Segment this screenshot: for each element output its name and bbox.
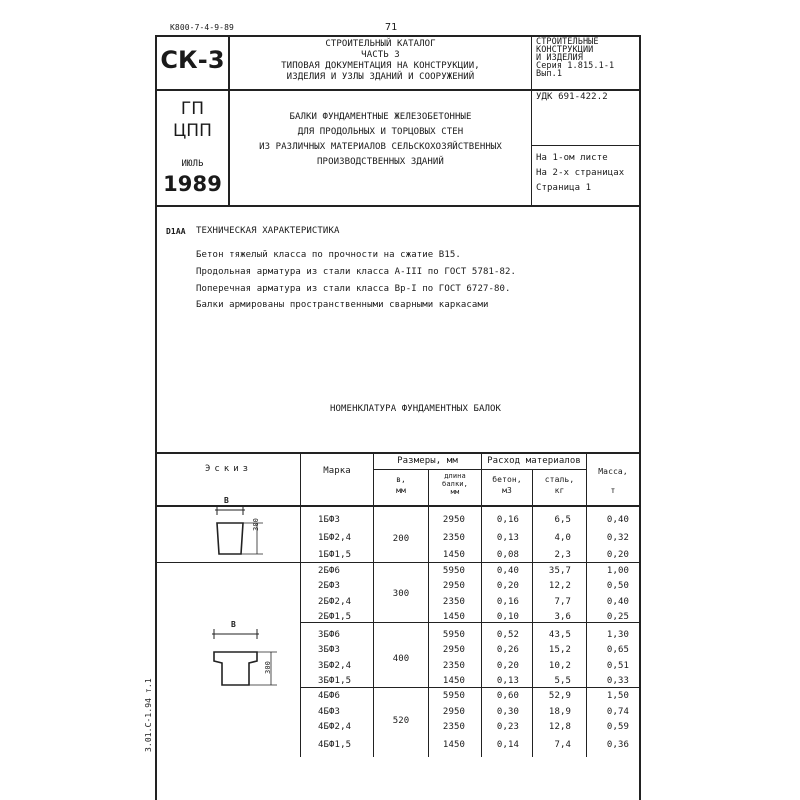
catalog-line-2: ЧАСТЬ 3 (361, 50, 400, 60)
table-cell-steel: 35,7 (548, 566, 571, 576)
table-cell-mark: 3БФ2,4 (318, 661, 352, 671)
consumption-header: Расход материалов (487, 456, 581, 466)
steel-unit-header: кг (554, 486, 565, 495)
header-bottom-line (155, 205, 640, 207)
table-top-line (155, 452, 640, 454)
table-cell-steel: 43,5 (548, 630, 571, 640)
table-cell-mark: 1БФ2,4 (318, 533, 352, 543)
tech-code: D1AA (166, 227, 186, 236)
table-cell-steel: 6,5 (554, 515, 571, 525)
table-cell-length: 2350 (442, 533, 465, 543)
table-cell-length: 2950 (442, 581, 465, 591)
gp-label: ГП (180, 99, 205, 119)
length-header-3: мм (450, 488, 460, 496)
col-sketch-line (300, 452, 301, 757)
consumption-sub-line (481, 469, 586, 470)
table-cell-mass: 0,20 (606, 550, 629, 560)
frame-right-line (639, 35, 641, 800)
table-cell-length: 1450 (442, 612, 465, 622)
beam-sketch-2 (205, 615, 290, 695)
table-cell-mass: 0,25 (606, 612, 629, 622)
table-cell-mark: 2БФ6 (318, 566, 341, 576)
table-cell-length: 1450 (442, 550, 465, 560)
table-cell-mass: 1,50 (606, 691, 629, 701)
table-cell-concrete: 0,16 (496, 515, 519, 525)
table-cell-steel: 15,2 (548, 645, 571, 655)
table-cell-mass: 0,40 (606, 597, 629, 607)
table-cell-steel: 7,7 (554, 597, 571, 607)
table-cell-steel: 3,6 (554, 612, 571, 622)
title-line-4: ПРОИЗВОДСТВЕННЫХ ЗДАНИЙ (317, 157, 444, 167)
section-line-2: КОНСТРУКЦИИ (536, 45, 594, 55)
beam-sketch-1 (205, 493, 280, 563)
table-cell-length: 5950 (442, 566, 465, 576)
steel-header: сталь, (544, 475, 575, 484)
table-cell-mark: 3БФ1,5 (318, 676, 352, 686)
table-cell-length: 2350 (442, 597, 465, 607)
table-cell-mark: 4БФ6 (318, 691, 341, 701)
table-cell-length: 2950 (442, 515, 465, 525)
title-line-3: ИЗ РАЗЛИЧНЫХ МАТЕРИАЛОВ СЕЛЬСКОХОЗЯЙСТВЕННЫХ (259, 142, 502, 152)
table-cell-steel: 18,9 (548, 707, 571, 717)
sizes-sub-line (373, 469, 481, 470)
concrete-unit-header: м3 (502, 486, 512, 495)
table-cell-concrete: 0,14 (496, 740, 519, 750)
table-cell-concrete: 0,16 (496, 597, 519, 607)
table-cell-mass: 0,50 (606, 581, 629, 591)
table-cell-mass: 0,32 (606, 533, 629, 543)
frame-left-line (155, 35, 157, 800)
table-cell-concrete: 0,20 (496, 581, 519, 591)
tech-line-4: Балки армированы пространственными сварными каркасами (196, 300, 489, 310)
section-line-4: Серия 1.815.1-1 (536, 61, 615, 71)
table-cell-mark: 2БФ1,5 (318, 612, 352, 622)
table-cell-steel: 2,3 (554, 550, 571, 560)
table-cell-length: 5950 (442, 691, 465, 701)
table-cell-steel: 10,2 (548, 661, 571, 671)
table-cell-length: 5950 (442, 630, 465, 640)
table-cell-mass: 1,30 (606, 630, 629, 640)
concrete-header: бетон, (492, 475, 522, 484)
group-b-value: 200 (392, 534, 410, 544)
table-cell-mass: 1,00 (606, 566, 629, 576)
sketch-2-height-label: 300 (264, 661, 272, 674)
group-b-value: 300 (392, 589, 410, 599)
group-b-value: 400 (392, 654, 410, 664)
sheets-line-3: Страница 1 (536, 183, 592, 193)
catalog-line-1: СТРОИТЕЛЬНЫЙ КАТАЛОГ (325, 39, 436, 49)
sketch-2-b-label: В (231, 620, 236, 629)
tech-line-3: Поперечная арматура из стали класса Вр-I по ГОСТ 6727-80. (196, 284, 511, 294)
section-line-5: Вып.1 (536, 69, 563, 79)
table-cell-mark: 3БФ3 (318, 645, 341, 655)
table-cell-concrete: 0,40 (496, 566, 519, 576)
table-cell-mass: 0,74 (606, 707, 629, 717)
table-cell-mass: 0,65 (606, 645, 629, 655)
sketch-1-height-label: 300 (252, 518, 260, 531)
table-cell-concrete: 0,10 (496, 612, 519, 622)
document-code: К800-7-4-9-89 (170, 23, 234, 32)
cpp-label: ЦПП (172, 121, 213, 141)
tech-heading: ТЕХНИЧЕСКАЯ ХАРАКТЕРИСТИКА (196, 226, 340, 236)
table-cell-mass: 0,51 (606, 661, 629, 671)
group-line-3 (300, 687, 640, 688)
table-cell-steel: 4,0 (554, 533, 571, 543)
title-line-1: БАЛКИ ФУНДАМЕНТНЫЕ ЖЕЛЕЗОБЕТОННЫЕ (289, 112, 472, 122)
nomenclature-title: НОМЕНКЛАТУРА ФУНДАМЕНТНЫХ БАЛОК (330, 404, 502, 414)
catalog-line-4: ИЗДЕЛИЯ И УЗЛЫ ЗДАНИЙ И СООРУЖЕНИЙ (286, 72, 475, 82)
table-cell-steel: 7,4 (554, 740, 571, 750)
group-b-value: 520 (392, 716, 410, 726)
table-cell-concrete: 0,23 (496, 722, 519, 732)
tech-line-1: Бетон тяжелый класса по прочности на сжатие В15. (196, 250, 461, 260)
header-col3-line (531, 35, 532, 206)
sizes-header: Размеры, мм (397, 456, 458, 466)
length-header-1: длина (444, 472, 466, 480)
page-number: 71 (385, 22, 398, 33)
table-cell-length: 2350 (442, 722, 465, 732)
table-cell-mark: 4БФ3 (318, 707, 341, 717)
length-header-2: балки, (442, 480, 468, 488)
table-cell-mark: 4БФ1,5 (318, 740, 352, 750)
month-label: ИЮЛЬ (181, 159, 204, 169)
sketch-header: Эскиз (204, 464, 253, 474)
table-cell-concrete: 0,08 (496, 550, 519, 560)
sketch-1-b-label: В (224, 496, 229, 505)
table-cell-steel: 5,5 (554, 676, 571, 686)
b-header: в, (396, 475, 406, 484)
tech-line-2: Продольная арматура из стали класса А-III по ГОСТ 5781-82. (196, 267, 517, 277)
sheets-line-1: На 1-ом листе (536, 153, 608, 163)
sheets-line-2: На 2-х страницах (536, 168, 625, 178)
year-label: 1989 (163, 172, 222, 196)
table-cell-concrete: 0,52 (496, 630, 519, 640)
table-cell-mass: 0,40 (606, 515, 629, 525)
table-cell-steel: 12,2 (548, 581, 571, 591)
table-cell-length: 2950 (442, 707, 465, 717)
table-cell-length: 2350 (442, 661, 465, 671)
table-cell-mass: 0,36 (606, 740, 629, 750)
table-cell-mark: 1БФ1,5 (318, 550, 352, 560)
table-cell-steel: 12,8 (548, 722, 571, 732)
udk-code: УДК 691-422.2 (536, 92, 608, 102)
catalog-line-3: ТИПОВАЯ ДОКУМЕНТАЦИЯ НА КОНСТРУКЦИИ, (281, 61, 480, 71)
table-cell-length: 1450 (442, 676, 465, 686)
table-cell-concrete: 0,30 (496, 707, 519, 717)
b-unit-header: мм (396, 486, 406, 495)
table-cell-length: 2950 (442, 645, 465, 655)
table-cell-concrete: 0,26 (496, 645, 519, 655)
table-cell-mark: 2БФ2,4 (318, 597, 352, 607)
mark-header: Марка (323, 466, 351, 476)
table-cell-mark: 1БФ3 (318, 515, 341, 525)
table-cell-concrete: 0,20 (496, 661, 519, 671)
section-line-1: СТРОИТЕЛЬНЫЕ (536, 37, 599, 47)
group-line-2 (300, 622, 640, 623)
table-cell-concrete: 0,13 (496, 676, 519, 686)
table-cell-length: 1450 (442, 740, 465, 750)
table-cell-steel: 52,9 (548, 691, 571, 701)
table-cell-mass: 0,33 (606, 676, 629, 686)
side-stamp: 3.01.С-1.94 т.1 (144, 678, 153, 752)
mass-header: Масса, (598, 467, 628, 476)
header-row-line (155, 89, 640, 91)
section-line-3: И ИЗДЕЛИЯ (536, 53, 583, 63)
udk-divider (531, 145, 640, 146)
table-cell-mark: 2БФ3 (318, 581, 341, 591)
table-cell-mark: 4БФ2,4 (318, 722, 352, 732)
table-cell-concrete: 0,60 (496, 691, 519, 701)
table-cell-concrete: 0,13 (496, 533, 519, 543)
title-line-2: ДЛЯ ПРОДОЛЬНЫХ И ТОРЦОВЫХ СТЕН (297, 127, 464, 137)
table-cell-mass: 0,59 (606, 722, 629, 732)
mass-unit-header: т (610, 486, 616, 495)
table-cell-mark: 3БФ6 (318, 630, 341, 640)
sk-code: СК-3 (160, 46, 225, 74)
